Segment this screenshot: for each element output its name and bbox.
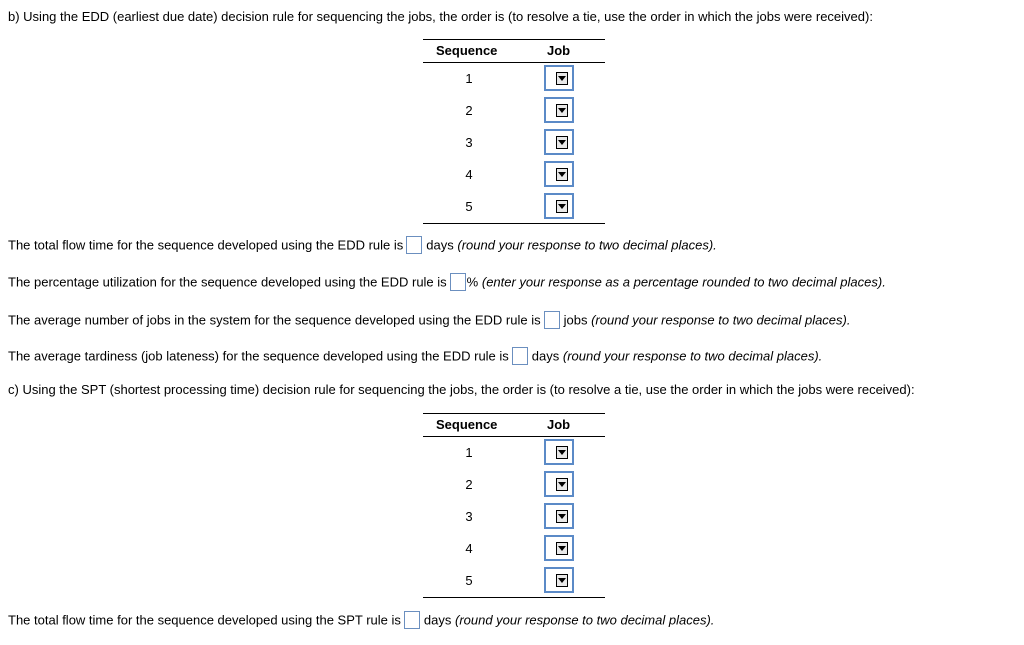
table-row [423, 565, 605, 597]
spt-sequence-table [423, 413, 605, 598]
table-bottom-rule [423, 223, 605, 224]
spt-flow-time-line [8, 612, 714, 630]
edd-utilization-line [8, 274, 886, 292]
question-text: The total flow time for the sequence developed using the EDD rule is [8, 237, 404, 253]
table-header [423, 39, 605, 63]
sequence-number: 3 [465, 135, 473, 150]
dropdown-arrow-icon[interactable] [556, 136, 568, 149]
question-text: The average number of jobs in the system for the sequence developed using the EDD rule is [8, 312, 541, 328]
spt-flow-time-input[interactable] [404, 611, 420, 629]
job-select-5[interactable] [544, 567, 574, 593]
table-row [423, 159, 605, 191]
instruction-note: (round your response to two decimal places). [562, 348, 823, 364]
dropdown-arrow-icon[interactable] [556, 104, 568, 117]
question-text: The percentage utilization for the sequence developed using the EDD rule is [8, 274, 447, 290]
edd-avg-jobs-input[interactable] [544, 311, 560, 329]
edd-avg-jobs-line [8, 312, 850, 330]
job-select-2[interactable] [544, 97, 574, 123]
job-select-4[interactable] [544, 535, 574, 561]
table-row [423, 437, 605, 469]
sequence-number: 5 [465, 199, 473, 214]
col-sequence: Sequence [436, 417, 498, 432]
dropdown-arrow-icon[interactable] [556, 446, 568, 459]
col-job: Job [547, 43, 571, 58]
sequence-number: 4 [465, 541, 473, 556]
col-sequence: Sequence [436, 43, 498, 58]
sequence-number: 5 [465, 573, 473, 588]
job-select-4[interactable] [544, 161, 574, 187]
unit-label: days [423, 612, 452, 628]
edd-flow-time-line [8, 237, 717, 255]
dropdown-arrow-icon[interactable] [556, 574, 568, 587]
edd-utilization-input[interactable] [450, 273, 466, 291]
table-header [423, 413, 605, 437]
table-row [423, 95, 605, 127]
unit-label: days [426, 237, 454, 253]
edd-sequence-table [423, 39, 605, 224]
edd-tardiness-line [8, 348, 822, 366]
unit-label: days [531, 348, 560, 364]
dropdown-arrow-icon[interactable] [556, 72, 568, 85]
sequence-number: 1 [465, 71, 473, 86]
dropdown-arrow-icon[interactable] [556, 478, 568, 491]
sequence-number: 1 [465, 445, 473, 460]
question-text: The total flow time for the sequence developed using the SPT rule is [8, 612, 401, 628]
table-bottom-rule [423, 597, 605, 598]
sequence-number: 2 [465, 103, 473, 118]
table-row [423, 191, 605, 223]
job-select-1[interactable] [544, 439, 574, 465]
col-job: Job [547, 417, 571, 432]
table-row [423, 469, 605, 501]
spt-intro: c) Using the SPT (shortest processing time) decision rule for sequencing the jobs, the order is (to resolve a tie, use the order in which the jobs were received): [8, 382, 915, 397]
table-row [423, 127, 605, 159]
dropdown-arrow-icon[interactable] [556, 510, 568, 523]
instruction-note: (round your response to two decimal places). [591, 312, 851, 328]
job-select-5[interactable] [544, 193, 574, 219]
sequence-number: 3 [465, 509, 473, 524]
job-select-3[interactable] [544, 503, 574, 529]
sequence-number: 4 [465, 167, 473, 182]
unit-label: % [466, 274, 479, 290]
dropdown-arrow-icon[interactable] [556, 542, 568, 555]
instruction-note: (enter your response as a percentage rounded to two decimal places). [481, 274, 886, 290]
instruction-note: (round your response to two decimal places). [457, 237, 717, 253]
job-select-1[interactable] [544, 65, 574, 91]
dropdown-arrow-icon[interactable] [556, 200, 568, 213]
question-text: The average tardiness (job lateness) for the sequence developed using the EDD rule is [8, 348, 509, 364]
table-row [423, 501, 605, 533]
edd-intro: b) Using the EDD (earliest due date) decision rule for sequencing the jobs, the order is (to resolve a tie, use the order in which the jobs were received): [8, 9, 873, 24]
table-row [423, 533, 605, 565]
edd-flow-time-input[interactable] [406, 236, 422, 254]
table-row [423, 63, 605, 95]
edd-tardiness-input[interactable] [512, 347, 528, 365]
sequence-number: 2 [465, 477, 473, 492]
job-select-2[interactable] [544, 471, 574, 497]
unit-label: jobs [563, 312, 588, 328]
dropdown-arrow-icon[interactable] [556, 168, 568, 181]
job-select-3[interactable] [544, 129, 574, 155]
instruction-note: (round your response to two decimal places). [454, 612, 715, 628]
